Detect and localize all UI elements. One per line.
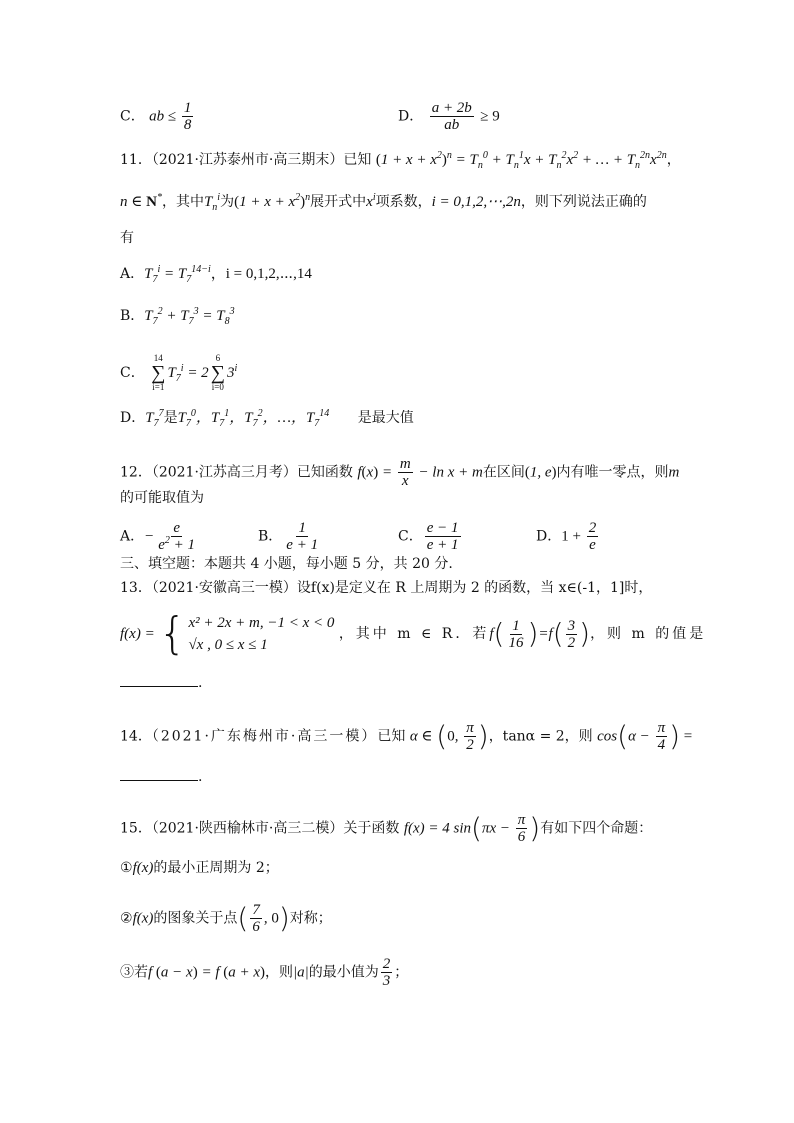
q13-answer-blank[interactable]: . [120,672,202,693]
q12-option-c: C． $\frac{e - 1}{e + 1}$ [398,520,459,553]
fraction: $\frac{2}{3}$ [382,956,391,989]
q12-options: A．− $\frac{e}{e^2 + 1}$ [120,520,196,553]
section-heading: 三、填空题：本题共 4 小题，每小题 5 分，共 20 分. [120,556,453,572]
fraction: $\frac{\pi}{2}$ [466,720,474,753]
q10-option-c: C． ab ≤ $\frac{1}{8}$ [120,100,192,133]
fraction: $\frac{e}{e^2 + 1}$ [158,520,196,553]
fraction: $\frac{1}{8}$ [183,100,192,133]
q11-option-a: A．$T_7^i = T_7^{14-i}$，i = 0,1,2,⋯,14 [120,264,312,285]
q15-proposition-2: ②f(x)的图象关于点( $\frac{7}{6}$ , 0)对称； [120,901,332,935]
q11-option-c: C． 14 ∑ i=1 $T_7^i = 2$ 6 ∑ i=0 3$^i$ [120,353,238,392]
q12-option-d: D．1 + $\frac{2}{e}$ [536,520,597,553]
q15-line1: 15．（2021·陕西榆林市·高三二模）关于函数 f(x) = 4 sin(πx − $\frac{\pi}{6}$ )有如下四个命题： [120,811,653,845]
q14-answer-blank[interactable]: . [120,766,202,787]
q13-line2: f(x) = { x² + 2x + m, −1 < x < 0 √x , 0 ≤ x ≤ 1 ，其中 m ∈ R．若f( $\frac{1}{16}$ )=f( $\frac{3}{2}$ )，则 m 的值是 [120,608,707,659]
q11-line2: n ∈ N*，其中$T_n^i$为$(1 + x + x^2)^n$展开式中$x^i$项系数，i = 0,1,2,⋯,2n，则下列说法正确的 [120,192,647,213]
q11-line3: 有 [120,230,134,246]
q11-option-d: D．$T_7^7$是$T_7^0$，$T_7^1$，$T_7^2$，…，$T_7^{14}$ 是最大值 [120,408,414,429]
sum-symbol: 6 ∑ i=0 [210,353,225,392]
q12-option-b: B． $\frac{1}{e + 1}$ [258,520,319,553]
fraction: $\frac{a + 2b}{ab}$ [431,100,472,133]
sum-symbol: 14 ∑ i=1 [151,353,166,392]
fraction: $\frac{1}{e + 1}$ [286,520,319,553]
fraction: $\frac{\pi}{4}$ [657,720,666,753]
fraction: $\frac{7}{6}$ [252,902,260,935]
q11-option-b: B．$T_7^2 + T_7^3 = T_8^3$ [120,306,235,327]
q10-option-d: D． $\frac{a + 2b}{ab}$ ≥ 9 [398,100,500,133]
q12-line1: 12．（2021·江苏高三月考）已知函数 f(x) = $\frac{m}{x}$ − ln x + m在区间(1, e)内有唯一零点，则m [120,456,680,489]
q14-line1: 14．（2021·广东梅州市·高三一模）已知 α ∈ (0, $\frac{\pi}{2}$ )，tanα = 2，则 cos(α − $\frac{\pi}{4}$ ) = [120,719,693,753]
fraction: $\frac{2}{e}$ [588,520,597,553]
fraction: $\frac{e - 1}{e + 1}$ [426,520,459,553]
q13-line1: 13．（2021·安徽高三一模）设f(x)是定义在 R 上周期为 2 的函数，当 x∈(-1，1]时， [120,580,653,596]
fraction: $\frac{m}{x}$ [399,456,411,489]
fraction: $\frac{\pi}{6}$ [517,812,526,845]
fraction: $\frac{3}{2}$ [567,617,576,651]
q11-line1: 11．（2021·江苏泰州市·高三期末）已知 $(1 + x + x^2)^n = T_n^0 + T_n^1x + T_n^2x^2$ + … + $T_n^{2n}x^{2n}$， [120,150,681,171]
q15-proposition-3: ③若f (a − x) = f (a + x)，则|a|的最小值为 $\frac{2}{3}$ ； [120,956,409,989]
q12-line2: 的可能取值为 [120,490,204,506]
q15-proposition-1: ①f(x)的最小正周期为 2； [120,860,279,876]
fraction: $\frac{1}{16}$ [508,617,524,651]
